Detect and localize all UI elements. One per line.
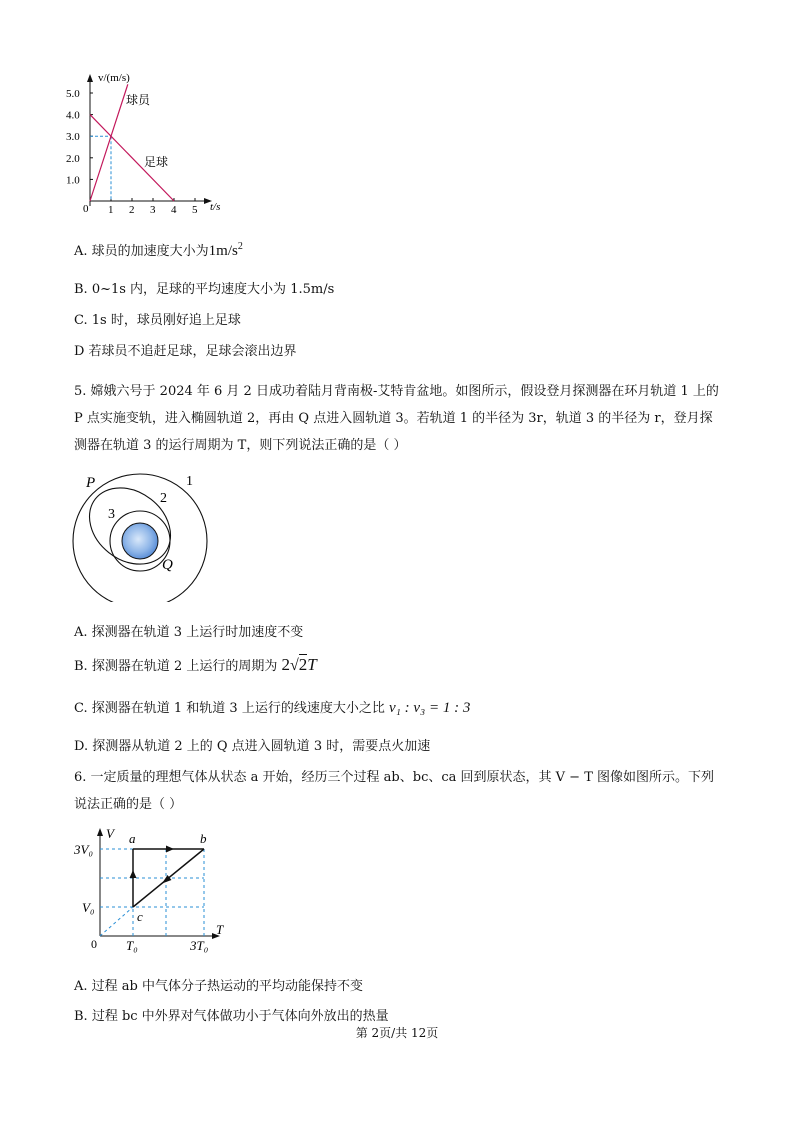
q4-option-d-text: D 若球员不追赶足球，足球会滚出边界 (74, 344, 297, 359)
sqrt-sign: √ (290, 657, 299, 674)
q5-formula-root: 2 (298, 655, 308, 674)
state-a: a (129, 831, 136, 846)
q4-option-a-value (209, 243, 243, 259)
origin-to-c (100, 907, 133, 936)
label-3v0: 3V₀ (74, 842, 93, 857)
q5-period-formula (282, 655, 317, 674)
orbit-1-label: 1 (186, 474, 193, 489)
vt-ylabel: v/(m/s) (98, 72, 130, 84)
q5-option-b (74, 655, 317, 675)
gas-t-label: T (216, 922, 224, 937)
vt-xtick-label: 5 (192, 204, 198, 216)
vt-xtick-label: 4 (171, 204, 177, 216)
label-v0: V₀ (82, 900, 95, 915)
vt-ytick-label: 2.0 (66, 152, 80, 165)
vt-ytick-label: 4.0 (66, 109, 80, 122)
player-label: 球员 (126, 93, 151, 107)
q5-stem-text: 5. 嫦娥六号于 2024 年 6 月 2 日成功着陆月背南极-艾特肯盆地。如图所示，假设登月探测器在环月轨道 1 上的 P 点实施变轨，进入椭圆轨道 2，再由 Q 点进入圆轨道 3。若轨道 1 的半径为 3r，轨道 3 的半径为 r，登月探测器在轨道 3 的运行周期为 T，则下列说法正确的是（ ） (74, 384, 719, 453)
q6-option-a (74, 975, 363, 994)
q5-option-c (74, 697, 470, 717)
q4-option-b-text: B. 0~1s 内，足球的平均速度大小为 1.5m/s (74, 282, 335, 297)
q5-option-d-text: D. 探测器从轨道 2 上的 Q 点进入圆轨道 3 时，需要点火加速 (74, 739, 431, 754)
vt-ytick-label: 5.0 (66, 88, 80, 100)
arrow-ab (166, 846, 174, 853)
q4-option-a (74, 240, 243, 260)
q4-option-b (74, 278, 334, 297)
q5-option-d (74, 735, 430, 754)
vt-chart (64, 66, 234, 218)
point-p: P (86, 475, 96, 491)
vt-xlabel: t/s (210, 201, 221, 213)
player-line (90, 84, 128, 201)
q6-stem-text: 6. 一定质量的理想气体从状态 a 开始，经历三个过程 ab、bc、ca 回到原状态，其 V − T 图像如图所示。下列说法正确的是（ ） (74, 770, 715, 812)
ball-label: 足球 (144, 155, 169, 169)
moon (122, 523, 158, 559)
q5-option-b-text: B. 探测器在轨道 2 上运行的周期为 (74, 659, 278, 674)
q5-option-a-text: A. 探测器在轨道 3 上运行时加速度不变 (74, 625, 304, 640)
q5-formula-var: T (307, 655, 317, 674)
gas-v-label: V (106, 826, 114, 841)
vt-xtick-label: 1 (108, 204, 114, 216)
q4-option-c (74, 309, 241, 328)
gas-origin: 0 (91, 937, 97, 951)
gas-v-arrow (97, 828, 103, 836)
orbit-diagram (70, 472, 215, 602)
arrow-ca (130, 870, 137, 878)
q5-option-c-text: C. 探测器在轨道 1 和轨道 3 上运行的线速度大小之比 (74, 701, 385, 716)
q4-option-d (74, 340, 297, 359)
vt-origin: 0 (83, 203, 89, 215)
vt-ytick-label: 3.0 (66, 131, 80, 144)
vt-gas-diagram (74, 824, 234, 954)
orbit-2-label: 2 (160, 491, 167, 506)
q4-option-a-text: A. 球员的加速度大小为 (74, 244, 209, 259)
vt-y-arrow (87, 74, 93, 82)
q4-accel-sup: 2 (237, 241, 243, 252)
q6-stem (74, 764, 724, 818)
q6-option-a-text: A. 过程 ab 中气体分子热运动的平均动能保持不变 (74, 979, 363, 994)
q5-option-a (74, 621, 303, 640)
point-q: Q (162, 557, 173, 573)
q6-option-b (74, 1005, 389, 1024)
q5-stem (74, 378, 724, 459)
label-t0: T₀ (126, 938, 138, 953)
q6-option-b-text: B. 过程 bc 中外界对气体做功小于气体向外放出的热量 (74, 1009, 389, 1024)
vt-xtick-label: 2 (129, 204, 135, 216)
orbit-3-label: 3 (108, 507, 115, 522)
q4-option-c-text: C. 1s 时，球员刚好追上足球 (74, 313, 241, 328)
q5-velocity-ratio: v₁ : v₃ = 1 : 3 (388, 700, 471, 716)
vt-ytick-label: 1.0 (66, 174, 80, 187)
q5-formula-coef: 2 (281, 655, 290, 674)
state-b: b (200, 831, 207, 846)
vt-xtick-label: 3 (150, 204, 156, 216)
label-3t0: 3T₀ (190, 938, 209, 953)
state-c: c (137, 909, 143, 924)
page-footer: 第 2页/共 12页 (355, 1026, 439, 1040)
q4-accel-unit: 1m/s (208, 243, 238, 259)
